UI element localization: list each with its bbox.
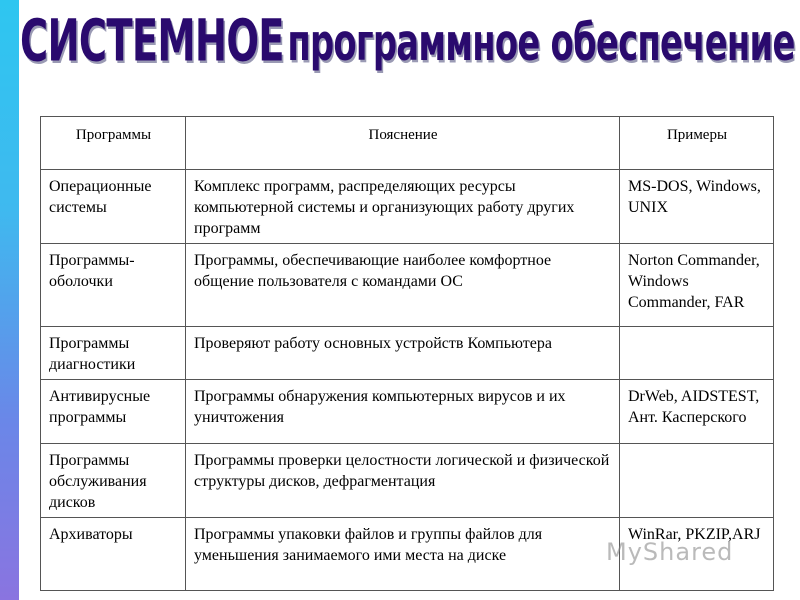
table-row [41, 244, 774, 327]
title-main: СИСТЕМНОЕ [20, 7, 284, 75]
slide-title [20, 7, 795, 97]
table-row [41, 327, 774, 380]
cell-description: Программы обнаружения компьютерных вирусов и их уничтожения [186, 380, 620, 444]
table-row [41, 170, 774, 244]
cell-description: Комплекс программ, распределяющих ресурсы компьютерной системы и организующих работу других программ [186, 170, 620, 244]
cell-program: Антивирусные программы [41, 380, 186, 444]
cell-examples: MS-DOS, Windows, UNIX [620, 170, 774, 244]
cell-description: Проверяют работу основных устройств Компьютера [186, 327, 620, 380]
cell-program: Программы обслуживания дисков [41, 444, 186, 518]
left-accent-bar [0, 0, 19, 600]
header-description: Пояснение [186, 117, 620, 170]
header-programs: Программы [41, 117, 186, 170]
cell-program: Операционные системы [41, 170, 186, 244]
cell-program: Архиваторы [41, 518, 186, 591]
cell-program: Программы диагностики [41, 327, 186, 380]
cell-examples: DrWeb, AIDSTEST, Ант. Касперского [620, 380, 774, 444]
cell-description: Программы проверки целостности логической и физической структуры дисков, дефрагментация [186, 444, 620, 518]
cell-examples: WinRar, PKZIP,ARJ [620, 518, 774, 591]
software-table [40, 116, 774, 591]
title-rest: программное обеспечение [287, 14, 795, 73]
table-row [41, 444, 774, 518]
cell-description: Программы упаковки файлов и группы файлов для уменьшения занимаемого ими места на диске [186, 518, 620, 591]
table-row [41, 380, 774, 444]
cell-examples: Norton Commander, Windows Commander, FAR [620, 244, 774, 327]
cell-examples [620, 327, 774, 380]
table-header-row [41, 117, 774, 170]
cell-description: Программы, обеспечивающие наиболее комфортное общение пользователя с командами ОС [186, 244, 620, 327]
header-examples: Примеры [620, 117, 774, 170]
watermark: MyShared [606, 538, 734, 566]
cell-examples [620, 444, 774, 518]
cell-program: Программы-оболочки [41, 244, 186, 327]
